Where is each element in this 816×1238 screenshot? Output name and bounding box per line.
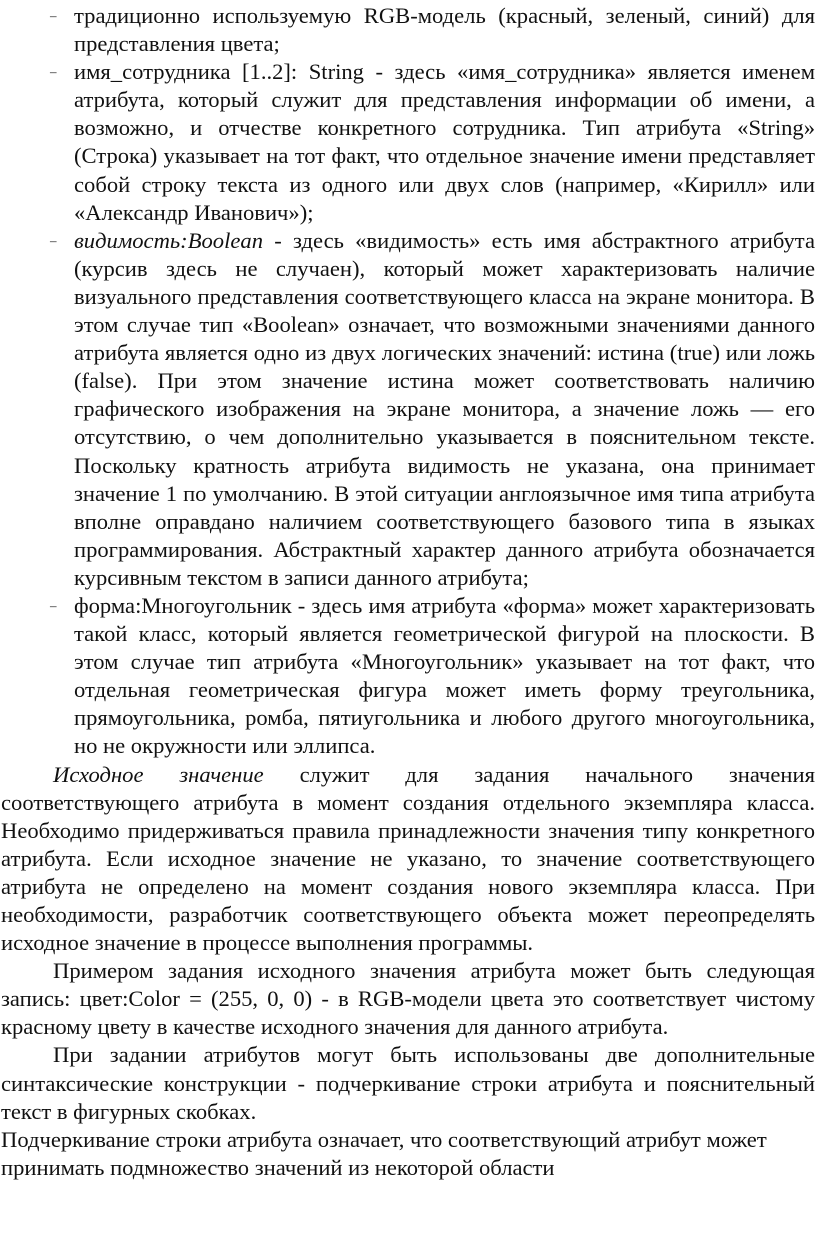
paragraph-underline: Подчеркивание строки атрибута означает, что соответствующий атрибут может принимать подмножество значений из некоторой области: [1, 1126, 767, 1180]
list-item-italic-term: видимость:Boolean: [74, 227, 263, 253]
bullet-dash: –: [50, 64, 57, 80]
list-item: [1, 227, 815, 592]
list-item-text: - здесь «видимость» есть имя абстрактного атрибута (курсив здесь не случаен), который может характеризовать наличие визуального представления соответствующего класса на экране монитора. В этом случае тип «Boolean» означает, что возможными значениями данного атрибута является одно из двух логических значений: истина (true) или ложь (false). При этом значение истина может соответствовать наличию графического изображения на экране монитора, а значение ложь — его отсутствию, о чем дополнительно указывается в пояснительном тексте. Поскольку кратность атрибута видимость не указана, она принимает значение 1 по умолчанию. В этой ситуации англоязычное имя типа атрибута вполне оправдано наличием соответствующего базового типа в языках программирования. Абстрактный характер данного атрибута обозначается курсивным текстом в записи данного атрибута;: [74, 227, 815, 590]
paragraph-example: Примером задания исходного значения атрибута может быть следующая запись: цвет:Color = (255, 0, 0) - в RGB-модели цвета это соответствует чистому красному цвету в качестве исходного значения для данного атрибута.: [1, 958, 815, 1040]
paragraph-syntax: При задании атрибутов могут быть использованы две дополнительные синтаксические конструкции - подчеркивание строки атрибута и пояснительный текст в фигурных скобках.: [1, 1042, 815, 1124]
list-item-text: форма:Многоугольник - здесь имя атрибута «форма» может характеризовать такой класс, который является геометрической фигурой на плоскости. В этом случае тип атрибута «Многоугольник» указывает на тот факт, что отдельная геометрическая фигура может иметь форму треугольника, прямоугольника, ромба, пятиугольника и любого другого многоугольника, но не окружности или эллипса.: [74, 592, 815, 759]
list-item: [1, 2, 815, 58]
bullet-dash: –: [50, 232, 57, 248]
list-item: [1, 592, 815, 761]
paragraph-italic-term: Исходное значение: [53, 761, 264, 787]
attribute-examples-list: [1, 2, 815, 761]
list-item-text: традиционно используемую RGB-модель (красный, зеленый, синий) для представления цвета;: [74, 3, 815, 57]
bullet-dash: –: [50, 597, 57, 613]
paragraph-text: служит для задания начального значения соответствующего атрибута в момент создания отдельного экземпляра класса. Необходимо придерживаться правила принадлежности значения типу конкретного атрибута. Если исходное значение не указано, то значение соответствующего атрибута не определено на момент создания нового экземпляра класса. При необходимости, разработчик соответствующего объекта может переопределять исходное значение в процессе выполнения программы.: [1, 761, 815, 956]
list-item: [1, 58, 815, 227]
paragraph-initial-value: [1, 761, 815, 958]
list-item-text: имя_сотрудника [1..2]: String - здесь «имя_сотрудника» является именем атрибута, который служит для представления информации об имени, а возможно, и отчестве конкретного сотрудника. Тип атрибута «String» (Строка) указывает на тот факт, что отдельное значение имени представляет собой строку текста из одного или двух слов (например, «Кирилл» или «Александр Иванович»);: [74, 59, 815, 225]
bullet-dash: –: [50, 8, 57, 23]
